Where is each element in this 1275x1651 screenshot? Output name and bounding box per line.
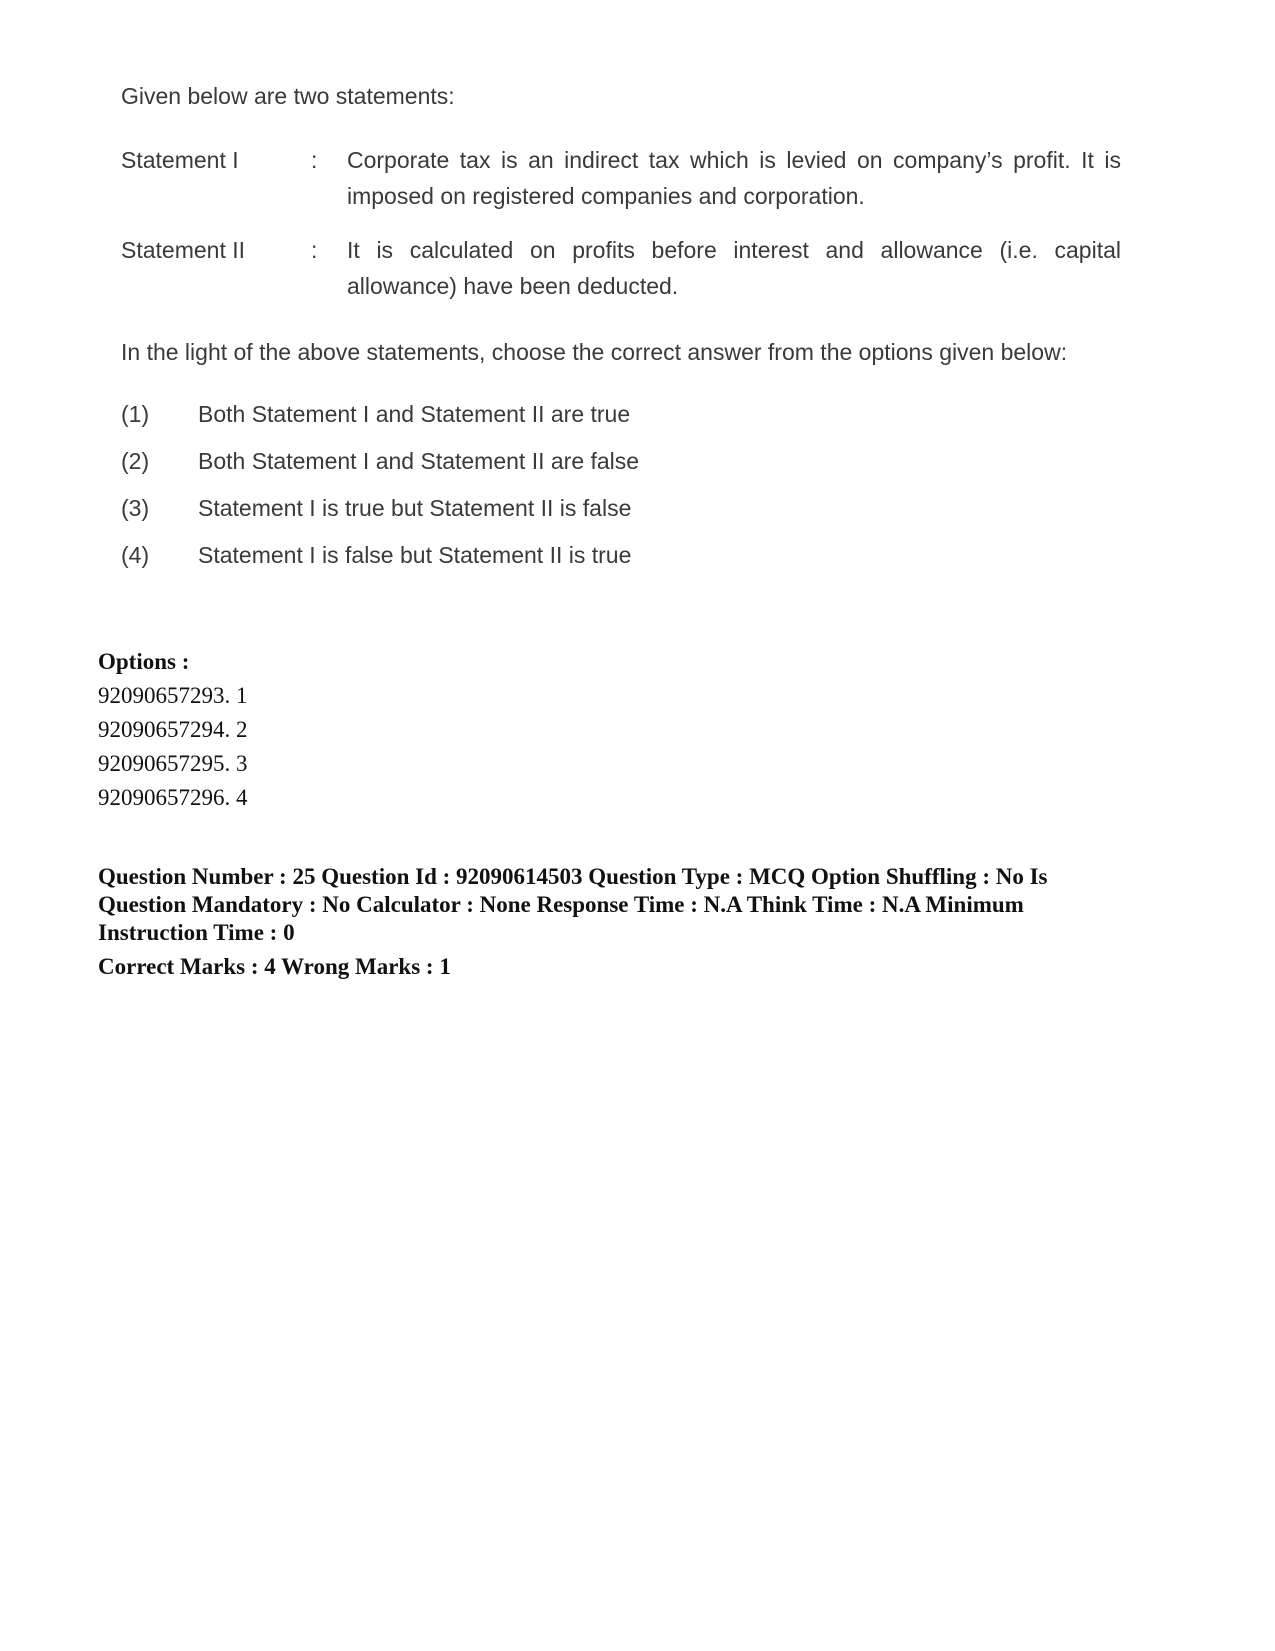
choice-3-number: (3) (121, 495, 150, 521)
question-instruction: In the light of the above statements, choose the correct answer from the options given below: (121, 339, 1068, 365)
statement-2 (121, 232, 1121, 304)
statement-1-colon: : (311, 147, 318, 173)
option-3: 92090657295. 3 (98, 751, 248, 776)
question-meta (98, 645, 1198, 981)
option-1: 92090657293. 1 (98, 683, 248, 708)
choice-3 (121, 490, 1121, 537)
option-4: 92090657296. 4 (98, 785, 248, 810)
statement-1-label: Statement I (121, 147, 239, 173)
choice-4-number: (4) (121, 542, 150, 568)
choice-1-text: Both Statement I and Statement II are true (198, 401, 631, 427)
statement-1 (121, 142, 1121, 214)
choice-list (121, 396, 1121, 584)
question-intro: Given below are two statements: (121, 83, 455, 109)
choice-4 (121, 537, 1121, 584)
choice-4-text: Statement I is false but Statement II is true (198, 542, 632, 568)
question-info: Question Number : 25 Question Id : 92090614503 Question Type : MCQ Option Shuffling : No Is Question Mandatory : No Calculator : None Response Time : N.A Think Time : N.A Minimum Instruction Time : 0 (98, 864, 1048, 945)
statement-2-text: It is calculated on profits before interest and allowance (i.e. capital allowance) have been deducted. (347, 237, 1121, 299)
choice-1 (121, 396, 1121, 443)
choice-2-number: (2) (121, 448, 150, 474)
option-2: 92090657294. 2 (98, 717, 248, 742)
options-heading: Options : (98, 649, 190, 674)
statement-1-text: Corporate tax is an indirect tax which is levied on company’s profit. It is imposed on registered companies and corporation. (347, 147, 1121, 209)
question-image (121, 78, 1121, 584)
choice-2-text: Both Statement I and Statement II are false (198, 448, 640, 474)
choice-2 (121, 443, 1121, 490)
choice-1-number: (1) (121, 401, 150, 427)
choice-3-text: Statement I is true but Statement II is false (198, 495, 632, 521)
marks-info: Correct Marks : 4 Wrong Marks : 1 (98, 954, 451, 979)
statement-2-label: Statement II (121, 237, 246, 263)
statement-2-colon: : (311, 237, 318, 263)
